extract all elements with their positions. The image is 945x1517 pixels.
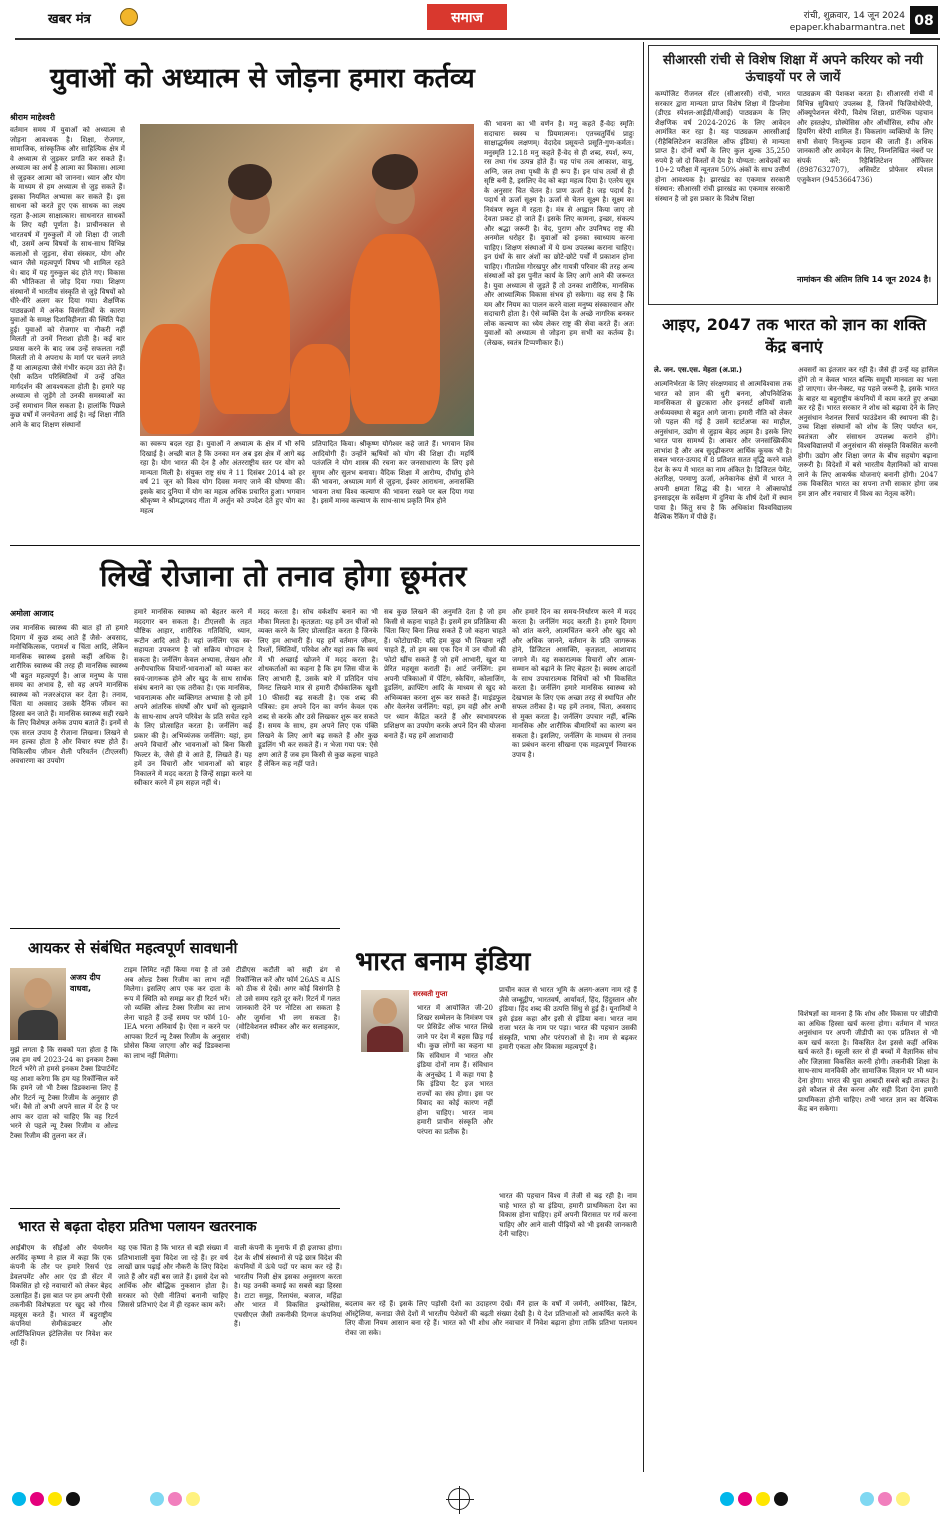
yellow-mark-icon — [186, 1492, 200, 1506]
article-column: टीडीएस कटौती को सही ढंग से रिकॉन्सिल करें और फॉर्म 26AS व AIS को ठीक से देखें। अगर कोई विसंगति है तो उसे समय रहते दूर करें। रिटर्न में गलत जानकारी देने पर नोटिस आ सकता है और जुर्माना भी लग सकता है। (मोटिवेशनल स्पीकर और कर सलाहकार, रांची) — [236, 966, 340, 1041]
article-column: वर्तमान समय में युवाओं को अध्यात्म से जोड़ना आवश्यक है। शिक्षा, रोजगार, सामाजिक, सांस्कृतिक और साहित्यिक क्षेत्र में वे अध्यात्म से जुड़कर प्रगति कर सकते हैं। अध्यात्म का अर्थ है आत्मा का विकास। आत्मा से जुड़कर आत्मा को जानना। ध्यान और योग के माध्यम से हम अध्यात्म से जुड़ सकते हैं। इसका नियमित अभ्यास कर सकते हैं। इस साधना को करते हुए एक साधक का लक्ष्य रहता है-आत्म साक्षात्कार। साधनारत साधकों के लिए यही पूर्णता है। प्राचीनकाल से भारतवर्ष में गुरुकुलों में जो शिक्षा दी जाती थी, उसमें अन्य विषयों के साथ-साथ विभिन्न कलाओं से जुड़ना, सेवा संस्कार, योग और ध्यान जैसे महत्वपूर्ण विषय भी शामिल रहते थे। बाद में यह गुरुकुल बंद होते गए। विकास की भौतिकता से जोड़ दिया गया। शिक्षण संस्थानों में भारतीय संस्कृति से जुड़े विषयों को धीरे-धीरे अलग कर दिया गया। शैक्षणिक पाठ्यक्रमों में अनेक विसंगतियों के कारण युवाओं के समक्ष दिशाविहीनता की स्थिति पैदा हुई। युवाओं को रोजगार या नौकरी नहीं मिलती तो उनमें निराशा होती है। कई बार प्रयास करने के बाद जब उन्हें सफलता नहीं मिलती तो वे अपराध के मार्ग पर चलने लगते हैं या आत्महत्या जैसे गंभीर कदम उठा लेते हैं। ऐसी कठिन परिस्थितियों में उन्हें उचित मार्गदर्शन की आवश्यकता होती है। हमारे यह अध्यात्म से जुड़ेंगे तो उनकी समस्याओं का उन्हें समाधान मिल सकता है। हालांकि पिछले कुछ वर्षों में जनचेतना आई है। नई शिक्षा नीति आने के बाद शिक्षण संस्थानों — [10, 126, 125, 429]
print-marks — [0, 1480, 945, 1517]
photo-figure — [140, 324, 200, 434]
story-spirituality — [0, 42, 640, 542]
article-column: आईबीएम के सीईओ और चेयरमैन अरविंद कृष्णा ने हाल में कहा कि एक कंपनी के तौर पर हमारे रिसर्च एंड डेवलपमेंट और आर एंड डी सेंटर में विकसित हो रहे नवाचारों को लेकर बेहद उत्साहित हैं। इस बात पर हम अपनी ऐसी तकनीकी विशेषज्ञता पर खुद को गौरव महसूस करते हैं। भारत में बहुराष्ट्रीय कंपनियां सेमीकंडक्टर और आर्टिफिशियल इंटेलिजेंस पर निवेश कर रही हैं। — [10, 1244, 112, 1347]
section-rule — [10, 928, 340, 929]
magenta-mark-icon — [30, 1492, 44, 1506]
article-column: मदद करता है। सोच वर्कशॉप बनाने का भी मौका मिलता है। कृतज्ञता: यह हमें उन चीजों को व्यक्त करने के लिए प्रोत्साहित करता है जिनके लिए हम आभारी हैं। यह हमें वर्तमान जीवन, रिश्तों, स्थितियों, परिवेश और यहां तक कि स्वयं में भी अच्छाई खोजने में मदद करता है। शोधकर्ताओं का कहना है कि हम जिस चीज के लिए आभारी हैं, उसके बारे में प्रतिदिन पांच मिनट लिखने मात्र से हमारी दीर्घकालिक खुशी 10 फीसदी बढ़ सकती है। एक शब्द की पत्रिका: हम अपने दिन का वर्णन केवल एक शब्द से करके और उसे लिखकर शुरू कर सकते हैं। समय के साथ, हम अपने लिए एक पंक्ति लिखने के लिए आगे बढ़ सकते हैं और कुछ डूडलिंग भी कर सकते हैं। न भेजा गया पत्र: ऐसे क्षण आते हैं जब हम किसी से कुछ कहना चाहते हैं लेकिन कह नहीं पाते। — [258, 608, 378, 768]
section-label: समाज — [427, 4, 507, 30]
headline: लिखें रोजाना तो तनाव होगा छूमंतर — [100, 559, 467, 593]
article-column: जब मानसिक स्वास्थ्य की बात हो तो हमारे दिमाग में कुछ शब्द आते हैं जैसे- अवसाद, मनोचिकित्सक, परामर्श व चिंता आदि, लेकिन मानसिक स्वास्थ्य इससे कहीं अधिक है। शारीरिक स्वास्थ्य की तरह ही मानसिक स्वास्थ्य भी बहुत महत्वपूर्ण है। आज मनुष्य के पास समय का अभाव है, सो वह अपने मानसिक स्वास्थ्य को नजरअंदाज कर देता है। तनाव, चिंता या अवसाद उसके दैनिक जीवन का हिस्सा बन जाते हैं। मानसिक स्वास्थ्य सही रखने के लिए विशेषज्ञ अनेक उपाय बताते हैं। इनमें से एक सरल उपाय है रोजाना लिखना। लिखने से मन हल्का होता है और विचार स्पष्ट होते हैं। चिकित्सीय जीवन शैली परिवर्तन (टीएलसी) अवधारणा का उपयोग — [10, 624, 128, 765]
byline: श्रीराम माहेश्वरी — [10, 113, 55, 122]
author-photo — [361, 990, 409, 1052]
article-column: मुझे लगता है कि सबको पता होता है कि जब हम वर्ष 2023-24 का इनकम टैक्स रिटर्न भरेंगे तो हमसे इनकम टैक्स डिपार्टमेंट यह आशा करेगा कि हम यह रिकॉन्सिल करें कि हमने जो भी टैक्स डिडक्शन्स लिए हैं और रिटर्न न्यू टैक्स रिजीम के अनुसार ही भरें। वैसे तो अभी अपने साल में देर है पर आप कर दाता को चाहिए कि वह रिटर्न भरने से पहले न्यू टैक्स रिजीम व ओल्ड टैक्स रिजीम की तुलना कर लें। — [10, 1046, 118, 1140]
story-bharat-vs-india — [345, 930, 640, 1300]
article-column: वाली कंपनी के मुनाफे में ही इजाफा होगा। देश के शीर्ष संस्थानों से पढ़े छात्र विदेश की कंपनियों में ऊंचे पदों पर काम कर रहे हैं। भारतीय निजी क्षेत्र इसका अनुसरण करता है। यह उनकी कमाई का सबसे बड़ा हिस्सा है। टाटा समूह, रिलायंस, बजाज, महिंद्रा और भारत में विकसित इन्फोसिस, एचसीएल जैसी तकनीकी दिग्गज कंपनियां हैं। — [234, 1244, 342, 1328]
column-divider — [643, 42, 644, 1472]
article-column: टाइम लिमिट नहीं किया गया है तो उसे अब ओल्ड टैक्स रिजीम का लाभ नहीं मिलेगा। इसलिए आप एक कर दाता के रूप में स्थिति को समझ कर ही रिटर्न भरें। जो व्यक्ति ओल्ड टैक्स रिजीम का लाभ लेना चाहते हैं उन्हें समय पर फॉर्म 10-IEA भरना अनिवार्य है। ऐसा न करने पर आपका रिटर्न न्यू टैक्स रिजीम के अनुसार प्रोसेस किया जाएगा और कई डिडक्शन्स का लाभ नहीं मिलेगा। — [124, 966, 230, 1060]
story-journaling — [0, 548, 640, 928]
author-photo — [10, 968, 66, 1040]
photo-figure — [373, 998, 397, 1024]
masthead-rule — [15, 38, 940, 40]
story-knowledge-2047 — [648, 310, 940, 1475]
headline: सीआरसी रांची से विशेष शिक्षा में अपने करियर को नयी ऊंचाइयों पर ले जायें — [663, 53, 923, 85]
photo-figure — [290, 344, 350, 434]
article-column: अवसरों का इंतजार कर रही है। जैसे ही उन्हें यह हासिल होंगे तो न केवल भारत बल्कि समूची मानवता का भला हो जाएगा। जेन-नेक्स्ट, यह पहले जरूरी है, इसके भारत के बाहर या बहुराष्ट्रीय कंपनियों में काम करते हुए अच्छा कर रहे हैं। भारत सरकार ने शोध को बढ़ावा देने के लिए अनुसंधान नेशनल रिसर्च फाउंडेशन की स्थापना की है। उच्च शिक्षा संस्थानों को शोध के लिए पर्याप्त धन, स्वतंत्रता और संसाधन उपलब्ध कराने होंगे। विश्वविद्यालयों में अनुसंधान की संस्कृति विकसित करनी होगी। उद्योग और शिक्षा जगत के बीच सहयोग बढ़ाना जरूरी है। विदेशों में बसे भारतीय वैज्ञानिकों को वापस लाने के लिए आकर्षक योजनाएं बनानी होंगी। 2047 तक विकसित भारत का सपना तभी साकार होगा जब हम ज्ञान और नवाचार में विश्व का नेतृत्व करेंगे। — [798, 366, 938, 498]
article-column: भारत में आयोजित जी-20 शिखर सम्मेलन के निमंत्रण पत्र पर प्रेसिडेंट ऑफ भारत लिखे जाने पर देश में बहस छिड़ गई थी। कुछ लोगों का कहना था कि संविधान में भारत और इंडिया दोनों नाम हैं। संविधान के अनुच्छेद 1 में कहा गया है कि इंडिया दैट इज भारत राज्यों का संघ होगा। इस पर विवाद का कोई कारण नहीं होना चाहिए। भारत नाम हमारी प्राचीन संस्कृति और परंपरा का प्रतीक है। — [417, 1004, 493, 1136]
article-column: बदलाव कर रहे हैं। इसके लिए पड़ोसी देशों का उदाहरण देखें। मैंने हाल के वर्षों में जर्मनी, अमेरिका, ब्रिटेन, ऑस्ट्रेलिया, कनाडा जैसे देशों में भारतीय पेशेवरों की बढ़ती संख्या देखी है। ये देश प्रतिभाओं को आकर्षित करने के लिए वीजा नियम आसान बना रहे हैं। भारत को भी शोध और नवाचार में निवेश बढ़ाना होगा ताकि प्रतिभा पलायन रोका जा सके। — [345, 1300, 637, 1337]
magenta-mark-icon — [168, 1492, 182, 1506]
cyan-mark-icon — [150, 1492, 164, 1506]
article-column: भारत की पहचान विश्व में तेजी से बढ़ रही है। नाम चाहे भारत हो या इंडिया, हमारी प्राथमिकता देश का विकास होना चाहिए। हमें अपनी विरासत पर गर्व करना चाहिए और आने वाली पीढ़ियों को भी इसकी जानकारी देनी चाहिए। — [499, 1192, 637, 1238]
date-text: रांची, शुक्रवार, 14 जून 2024 — [803, 11, 905, 21]
article-column: पाठ्यक्रम की पेशकश करता है। सीआरसी रांची में विभिन्न सुविधाएं उपलब्ध हैं, जिनमें फिजियोथेरेपी, ऑक्यूपेशनल थेरेपी, विशेष शिक्षा, प्रारंभिक पहचान और हस्तक्षेप, प्रोस्थेसिस और ऑर्थोसिस, स्पीच और हियरिंग थेरेपी शामिल हैं। विकलांग व्यक्तियों के लिए सभी सेवाएं निःशुल्क प्रदान की जाती हैं। अधिक जानकारी और आवेदन के लिए, निम्नलिखित नंबरों पर संपर्क करें: रिहैबिलिटेशन ऑफिसर (8987632707), असिस्टेंट प्रोफेसर स्पेशल एजुकेशन (9453664736) — [797, 90, 933, 184]
article-column: प्राचीन काल से भारत भूमि के अलग-अलग नाम रहे हैं जैसे जम्बूद्वीप, भारतवर्ष, आर्यावर्त, हिंद, हिंदुस्तान और इंडिया। हिंद शब्द की उत्पत्ति सिंधु से हुई है। यूनानियों ने इसे इंडस कहा और इसी से इंडिया बना। भारत नाम राजा भरत के नाम पर पड़ा। भारत की पहचान उसकी संस्कृति, भाषा और परंपराओं से है। नाम से बढ़कर हमारी एकता और विकास महत्वपूर्ण है। — [499, 986, 637, 1051]
cyan-mark-icon — [12, 1492, 26, 1506]
article-column: यह एक चिंता है कि भारत से बड़ी संख्या में प्रतिभाशाली युवा विदेश जा रहे हैं। हर वर्ष लाखों छात्र पढ़ाई और नौकरी के लिए विदेश जाते हैं और वहीं बस जाते हैं। इससे देश को आर्थिक और बौद्धिक नुकसान होता है। सरकार को ऐसी नीतियां बनानी चाहिए जिससे प्रतिभाएं देश में ही रहकर काम करें। — [118, 1244, 228, 1309]
students-photo — [140, 124, 474, 436]
photo-figure — [350, 234, 440, 424]
photo-figure — [228, 164, 272, 200]
logo-text: खबर मंत्र — [48, 12, 91, 27]
photo-figure — [210, 244, 290, 414]
logo-badge-icon — [120, 8, 138, 26]
yellow-mark-icon — [896, 1492, 910, 1506]
article-column: और हमारे दिन का समय-निर्धारण करने में मदद करता है। जर्नलिंग मदद करती है। हमारे दिमाग को शांत करने, आत्मचिंतन करने और खुद को और अधिक जानने, वर्तमान के प्रति जागरूक होने, डिजिटल आसक्ति, कृतज्ञता, आशावाद जगाने में। यह सकारात्मक विचारों और आत्म-सम्मान को बढ़ाने के लिए बेहतर है। स्वस्थ आदतों के साथ उपचारात्मक विधियों को भी विकसित करता है। जर्नलिंग हमारे मानसिक स्वास्थ्य को देखभाल के लिए एक अच्छा तरह से स्थापित और सफल तरीका है। यह हमें तनाव, चिंता, अवसाद से मुक्त करता है। जर्नलिंग उपचार नहीं, बल्कि मानसिक और शारीरिक बीमारियों का कारण बन सकता है। इसलिए, जर्नलिंग के माध्यम से तनाव का प्रबंधन करना सीखना एक महत्वपूर्ण निवारक उपाय है। — [512, 608, 636, 759]
headline: आइए, 2047 तक भारत को ज्ञान का शक्ति केंद्र बनाएं — [662, 315, 926, 356]
cyan-mark-icon — [720, 1492, 734, 1506]
yellow-mark-icon — [48, 1492, 62, 1506]
byline: अमोला आजाद — [10, 609, 54, 618]
site-text: epaper.khabarmantra.net — [789, 23, 905, 33]
crosshair-icon — [459, 1486, 460, 1514]
story-brain-drain — [0, 1210, 345, 1475]
story-crc-box — [648, 45, 938, 305]
photo-figure — [367, 1026, 403, 1052]
byline: ले. जन. एस.एस. मेहता (अ.प्रा.) — [654, 366, 742, 374]
masthead-logo — [48, 8, 118, 26]
article-column: सब कुछ लिखने की अनुमति देता है जो हम किसी से कहना चाहते हैं। इसमें हम प्रतिक्रिया की चिंता किए बिना लिख सकते हैं जो कहना चाहते हैं। फोटोग्राफी: यदि हम कुछ भी लिखना नहीं चाहते हैं, तो हम बस एक दिन में उन चीजों की फोटो खींच सकते हैं जो हमें आभारी, खुश या प्रेरित महसूस कराती हैं। आर्ट जर्नलिंग: हम अपनी पत्रिकाओं में पेंटिंग, स्केचिंग, कोलाजिंग, डूडलिंग, क्राफ्टिंग आदि के माध्यम से खुद को अभिव्यक्त करना शुरू कर सकते हैं। माइंडफुल और वेलनेस जर्नलिंग: यहां, हम वही और अभी पर ध्यान केंद्रित करते हैं और स्वभावपरक प्रशिक्षण का उपयोग करके अपने दिन की योजना बनाते हैं। यह हमें आशावादी — [384, 608, 506, 740]
article-column: प्रतिपादित किया। श्रीकृष्ण योगेश्वर कहे जाते हैं। भगवान शिव आदियोगी हैं। उन्होंने ऋषियों को योग की शिक्षा दी। महर्षि पतंजलि ने योग शास्त्र की रचना कर जनसाधारण के लिए इसे सुगम और सुलभ बनाया। वैदिक शिक्षा में आरोग्य, दीर्घायु होने की भावना, अध्यात्म मार्ग से जुड़ना, ईश्वर आराधना, अनासक्ति भावना तथा विश्व कल्याण की भावना रखने पर बल दिया गया है। इसमें मानव कल्याण के साथ-साथ प्रकृति मित्र होने — [312, 440, 474, 505]
headline: भारत बनाम इंडिया — [355, 947, 531, 977]
section-rule — [10, 1208, 340, 1209]
magenta-mark-icon — [878, 1492, 892, 1506]
article-column: की भावना का भी वर्णन है। मनु कहते हैं-वेदः स्मृतिः सदाचारः स्वस्य च प्रियमात्मनः। एतच्चतुर्विधं प्राहुः साक्षाद्धर्मस्य लक्षणम्। वेदादेव प्रसूयन्ते प्रसूति-गुण-कर्मतः। मनुस्मृति 12.18 मनु कहते हैं-वेद से ही शब्द, स्पर्श, रूप, रस तथा गंध उत्पन्न होते हैं। यह पांच तत्व आकाश, वायु, अग्नि, जल तथा पृथ्वी के ही रूप हैं। इन पांच तत्वों से ही सृष्टि बनी है, इसलिए वेद को बड़ा महत्व दिया है। एतरेय सूत्र के अनुसार चित चेतन है। प्राण ऊर्जा है। जड़ पदार्थ है। पदार्थ से ऊर्जा सूक्ष्म है। ऊर्जा से चेतन सूक्ष्म है। सूक्ष्म का नियंत्रण स्थूल में रहता है। मंत्र से आह्वान किया जाए तो देवता प्रकट हो जाते हैं। इसके लिए कामना, इच्छा, संकल्प और श्रद्धा जरूरी है। वेद, पुराण और उपनिषद राष्ट्र की अनमोल धरोहर हैं। युवाओं को इनका स्वाध्याय करना चाहिए। शिक्षण संस्थाओं में ये ग्रन्थ उपलब्ध कराना चाहिए। इन ग्रंथों के सार अंशों का छोटे-छोटे पर्चों में प्रकाशन होना चाहिए। गीताप्रेस गोरखपुर और गायत्री परिवार की तरह अन्य संस्थाओं को इस पुनीत कार्य के लिए आगे आने की जरूरत है। युवा अध्यात्म से जुड़ते हैं तो उनका शारीरिक, मानसिक और आध्यात्मिक विकास संभव हो सकेगा। वह सच है कि यम और नियम का पालन करने वाला मनुष्य संस्कारवान और सदाचारी होता है। ऐसे व्यक्ति देश के अच्छे नागरिक बनकर लोक कल्याण का ध्येय लेकर राष्ट्र की सेवा करते हैं। अतः युवाओं को अध्यात्म से जोड़ना हम सभी का कर्तव्य है। (लेखक, स्वतंत्र टिप्पणीकार हैं।) — [484, 120, 634, 347]
section-rule — [10, 545, 640, 546]
crosshair-icon — [446, 1499, 474, 1500]
photo-figure — [24, 978, 52, 1008]
masthead — [0, 0, 945, 40]
headline: आयकर से संबंधित महत्वपूर्ण सावधानी — [28, 939, 238, 957]
black-mark-icon — [66, 1492, 80, 1506]
article-column: हमारे मानसिक स्वास्थ्य को बेहतर करने में मददगार बन सकता है। टीएलसी के तहत पौष्टिक आहार, शारीरिक गतिविधि, ध्यान, रूटीन आदि आते हैं। यहां जर्नलिंग एक स्व-सहायता उपकरण है जो सक्रिय योगदान दे सकता है। जर्नलिंग केवल अभ्यास, लेखन और अनौपचारिक विचारों-भावनाओं को व्यक्त कर स्वयं-जागरूक होने और खुद के साथ सार्थक संबंध बनाने का एक तरीका है। एक मानसिक, भावनात्मक और व्यक्तिगत अभ्यास है जो हमें अपने आंतरिक संघर्षों और भ्रमों को सुलझाने के साथ-साथ अपने परिवेश के प्रति सचेत रहने के लिए प्रोत्साहित करता है। जर्नलिंग कई प्रकार की है। अभिव्यंजक जर्नलिंग: यहां, हम अपने विचारों और भावनाओं को बिना किसी फिल्टर के, जैसे ही वे आते हैं, लिखते हैं। यह हमें उन विचारों और भावनाओं को बाहर निकालने में मदद करता है जिन्हें साझा करने या स्वीकार करने में हम सहज नहीं थे। — [134, 608, 252, 787]
deadline-note: नामांकन की अंतिम तिथि 14 जून 2024 है। — [797, 275, 932, 284]
article-column: का स्वरूप बदल रहा है। युवाओं ने अध्यात्म के क्षेत्र में भी रुचि दिखाई है। अच्छी बात है कि उनका मन अब इस क्षेत्र में आगे बढ़ रहा है। योग भारत की देन है और अंतरराष्ट्रीय स्तर पर योग को मान्यता मिली है। संयुक्त राष्ट्र संघ ने 11 दिसंबर 2014 को हर वर्ष 21 जून को विश्व योग दिवस मनाए जाने की घोषणा की। इसके बाद दुनिया में योग का महत्व अधिक प्रचारित हुआ। भगवान श्रीकृष्ण ने श्रीमद्भगवद गीता में अर्जुन को उपदेश देते हुए योग का महत्व — [140, 440, 305, 515]
black-mark-icon — [774, 1492, 788, 1506]
magenta-mark-icon — [738, 1492, 752, 1506]
article-column: आत्मनिर्भरता के लिए संरक्षणवाद से आत्मविश्वास तक भारत को ज्ञान की धुरी बनना, औपनिवेशिक मानसिकता से छुटकारा और इनसर्ट क्षमियों वाली अर्थव्यवस्था से बहुत आगे जाना। हमारी नीति को लेकर जो पहल की गई है उसमें स्टार्टअप्स का माहौल, अनुसंधान, उद्योग से जुड़ाव बेहद अहम है। इसके लिए भारत पास सामर्थ्य है। आकार और जनसांख्यिकीय लाभांश है और अब सुदृढ़ीकरण आर्थिक कूचक भी है। सबल भारत-उत्पाद में 8 प्रतिशत सतत वृद्धि करने वाले देश के रूप में भारत का नाम अंकित है। डिजिटल पेमेंट, अंतरिक्ष, परमाणु ऊर्जा, अनेकानेक क्षेत्रों में भारत ने अपनी क्षमता सिद्ध की है। भारत ने ऑक्सफोर्ड इनसाइट्स के सर्वेक्षण में दुनिया के शीर्ष देशों में स्थान पाया है। किंतु सच है कि अधिकांश विश्वविद्यालय वैश्विक रैंकिंग में पीछे हैं। — [654, 380, 792, 521]
byline: सरस्वती गुप्ता — [413, 990, 448, 998]
byline: अजय दीप वाधवा, — [70, 973, 101, 993]
cyan-mark-icon — [860, 1492, 874, 1506]
yellow-mark-icon — [756, 1492, 770, 1506]
article-column: कम्पोजिट रीजनल सेंटर (सीआरसी) रांची, भारत सरकार द्वारा मान्यता प्राप्त विशेष शिक्षा में डिप्लोमा (डीएड स्पेशल-आईडी/वीआई) पाठ्यक्रम के लिए शैक्षणिक वर्ष 2024-2026 के लिए आवेदन आमंत्रित कर रहा है। यह पाठ्यक्रम आरसीआई (रीहैबिलिटेशन काउंसिल ऑफ इंडिया) से मान्यता प्राप्त है। दोनों वर्षों के लिए कुल शुल्क 35,250 रुपये है जो दो किस्तों में देय है। योग्यता: आवेदकों का 10+2 परीक्षा में न्यूनतम 50% अंकों के साथ उत्तीर्ण होना आवश्यक है। झारखंड का एकमात्र सरकारी संस्थान: सीआरसी रांची झारखंड का एकमात्र सरकारी संस्थान है जो इस प्रकार के विशेष शिक्षा — [655, 90, 790, 203]
page-number: 08 — [910, 6, 938, 34]
dateline — [765, 8, 905, 33]
headline: भारत से बढ़ता दोहरा प्रतिभा पलायन खतरनाक — [18, 1219, 257, 1235]
photo-figure — [372, 154, 418, 190]
headline: युवाओं को अध्यात्म से जोड़ना हमारा कर्तव्य — [50, 63, 475, 94]
registration-mark-icon — [448, 1488, 470, 1510]
photo-figure — [18, 1010, 58, 1040]
article-column: विशेषज्ञों का मानना है कि शोध और विकास पर जीडीपी का अधिक हिस्सा खर्च करना होगा। वर्तमान में भारत अनुसंधान पर अपनी जीडीपी का एक प्रतिशत से भी कम खर्च करता है। विकसित देश इससे कहीं अधिक खर्च करते हैं। स्कूली स्तर से ही बच्चों में वैज्ञानिक सोच और जिज्ञासा विकसित करनी होगी। तकनीकी शिक्षा के साथ-साथ मानविकी और सामाजिक विज्ञान पर भी ध्यान देना होगा। भारत की युवा आबादी सबसे बड़ी ताकत है। इसे कौशल से लैस करना और सही दिशा देना हमारी प्राथमिकता होनी चाहिए। तभी भारत ज्ञान का वैश्विक केंद्र बन सकेगा। — [798, 1010, 938, 1113]
